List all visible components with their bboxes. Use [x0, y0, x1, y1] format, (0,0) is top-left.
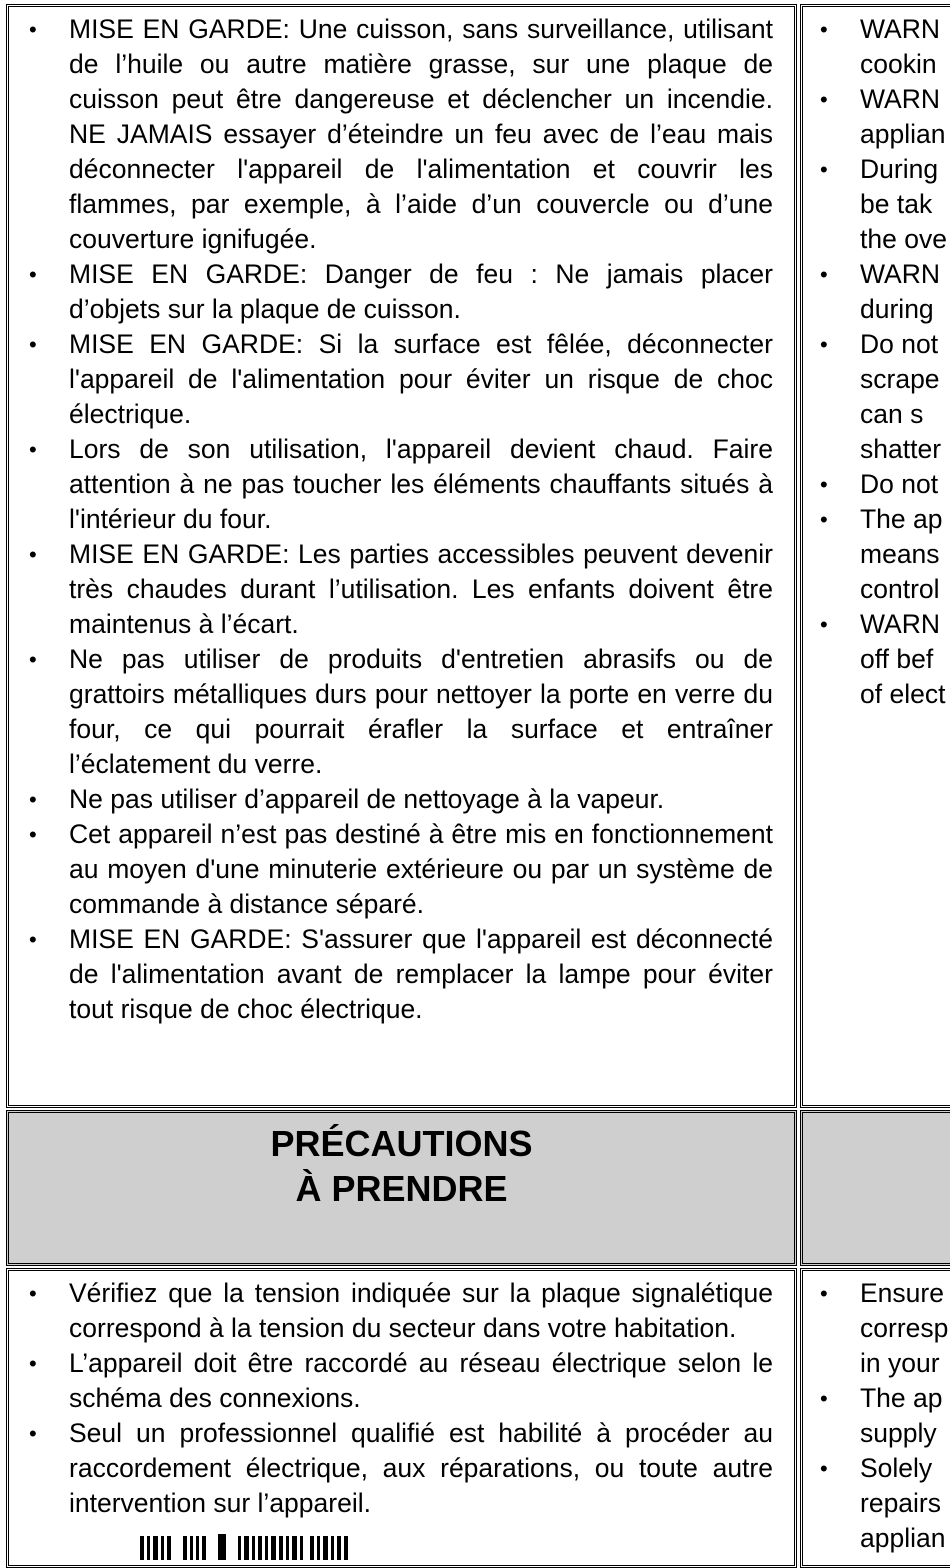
- list-item: • The ap supply: [803, 1381, 950, 1451]
- list-item: • MISE EN GARDE: Une cuisson, sans surveillance, utilisant de l’huile ou autre matière grasse, sur une plaque de cuisson peut être dangereuse et déclencher un incendie. NE JAMAIS essayer d’éteindre un feu avec de l’eau mais déconnecter l'appareil de l'alimentation et couvrir les flammes, par exemple, à l’aide d’un couvercle ou d’une couverture ignifugée.: [9, 12, 773, 257]
- list-item: • Seul un professionnel qualifié est habilité à procéder au raccordement électrique, aux réparations, ou toute autre intervention sur l’appareil.: [9, 1416, 773, 1521]
- list-item: • WARN cookin: [803, 12, 950, 82]
- precautions-en-list: [803, 1271, 950, 1556]
- list-item: • Do not: [803, 467, 950, 502]
- list-item: • Vérifiez que la tension indiquée sur la plaque signalétique correspond à la tension du secteur dans votre habitation.: [9, 1276, 773, 1346]
- list-item: • Lors de son utilisation, l'appareil devient chaud. Faire attention à ne pas toucher les éléments chauffants situés à l'intérieur du four.: [9, 432, 773, 537]
- warnings-fr-cell: [6, 4, 797, 1108]
- list-item: • WARN during: [803, 257, 950, 327]
- list-item: • MISE EN GARDE: S'assurer que l'appareil est déconnecté de l'alimentation avant de remplacer la lampe pour éviter tout risque de choc électrique.: [9, 922, 773, 1027]
- heading-line-1: PRÉCAUTIONS: [270, 1123, 533, 1164]
- precautions-heading-cell: [6, 1110, 797, 1266]
- list-item: • Ensure corresp in your: [803, 1276, 950, 1381]
- heading-en-cell: [800, 1110, 950, 1266]
- list-item: • WARN off bef of elect: [803, 607, 950, 712]
- precautions-fr-cell: [6, 1268, 797, 1568]
- warnings-en-cell: [800, 4, 950, 1108]
- section-heading: [9, 1121, 794, 1211]
- warnings-en-list: [803, 7, 950, 712]
- heading-line-2: À PRENDRE: [295, 1168, 508, 1209]
- list-item: • MISE EN GARDE: Si la surface est fêlée, déconnecter l'appareil de l'alimentation pour éviter un risque de choc électrique.: [9, 327, 773, 432]
- list-item: • Solely repairs applian: [803, 1451, 950, 1556]
- warnings-fr-list: [9, 7, 794, 1027]
- list-item: • The ap means control: [803, 502, 950, 607]
- barcode-icon: [140, 1532, 355, 1560]
- list-item: • L’appareil doit être raccordé au réseau électrique selon le schéma des connexions.: [9, 1346, 773, 1416]
- list-item: • Ne pas utiliser de produits d'entretien abrasifs ou de grattoirs métalliques durs pour nettoyer la porte en verre du four, ce qui pourrait érafler la surface et entraîner l’éclatement du verre.: [9, 642, 773, 782]
- list-item: • WARN applian: [803, 82, 950, 152]
- precautions-en-cell: [800, 1268, 950, 1568]
- list-item: • MISE EN GARDE: Danger de feu : Ne jamais placer d’objets sur la plaque de cuisson.: [9, 257, 773, 327]
- list-item: • Do not scrape can s shatter: [803, 327, 950, 467]
- list-item: • During be tak the ove: [803, 152, 950, 257]
- list-item: • MISE EN GARDE: Les parties accessibles peuvent devenir très chaudes durant l’utilisation. Les enfants doivent être maintenus à l’écart.: [9, 537, 773, 642]
- list-item: • Cet appareil n’est pas destiné à être mis en fonctionnement au moyen d'une minuterie extérieure ou par un système de commande à distance séparé.: [9, 817, 773, 922]
- precautions-fr-list: [9, 1271, 794, 1521]
- list-item: • Ne pas utiliser d’appareil de nettoyage à la vapeur.: [9, 782, 773, 817]
